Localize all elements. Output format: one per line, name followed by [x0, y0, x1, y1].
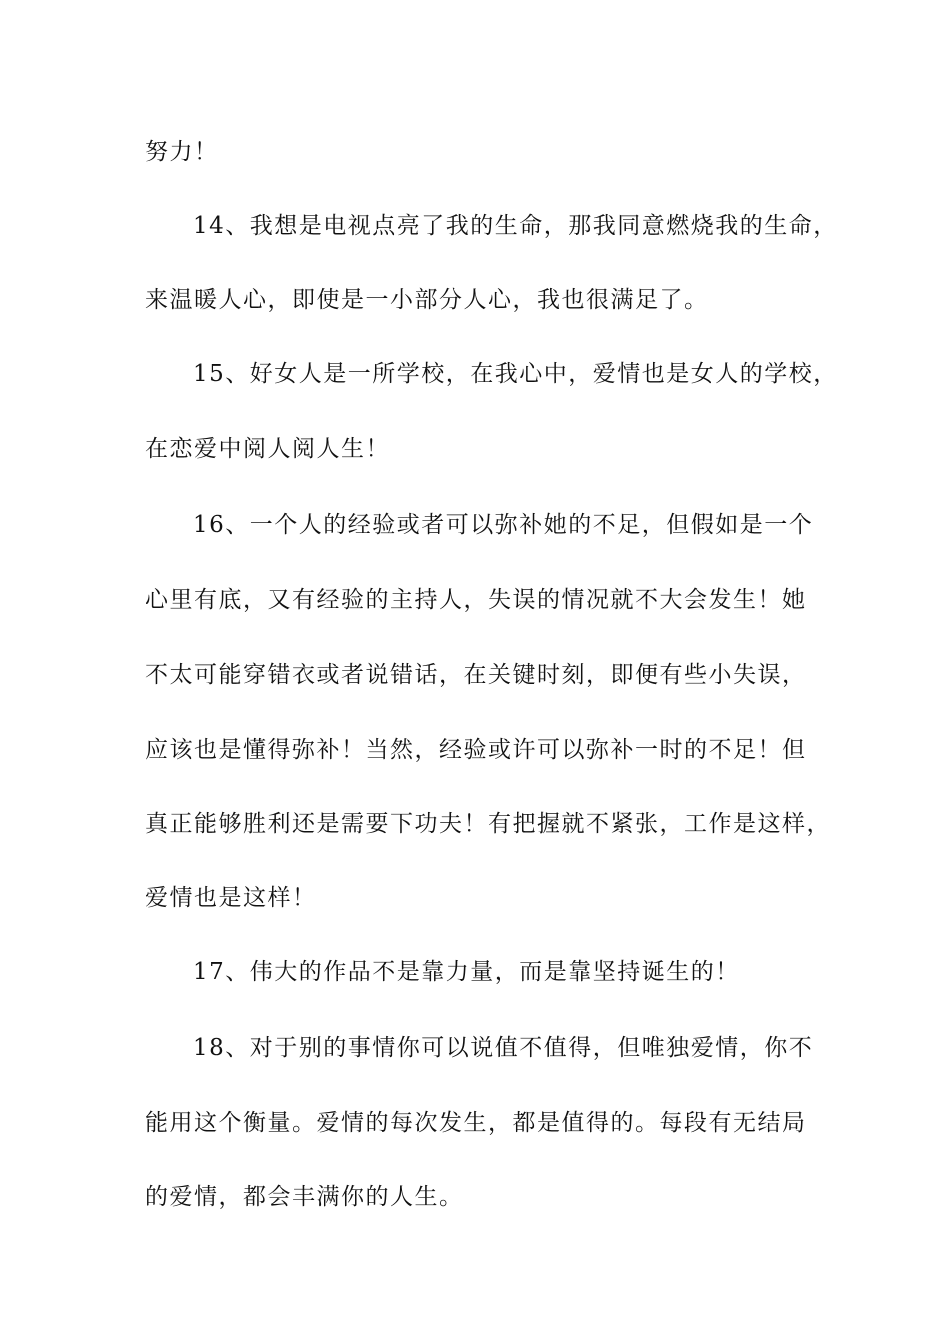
text-line: 16、一个人的经验或者可以弥补她的不足，但假如是一个 — [193, 512, 814, 538]
text-line: 不太可能穿错衣或者说错话，在关键时刻，即便有些小失误， — [145, 662, 807, 688]
text-line: 真正能够胜利还是需要下功夫！有把握就不紧张，工作是这样， — [145, 811, 831, 837]
text-line: 15、好女人是一所学校，在我心中，爱情也是女人的学校， — [193, 361, 838, 387]
text-line: 14、我想是电视点亮了我的生命，那我同意燃烧我的生命， — [193, 213, 838, 239]
text-line: 努力！ — [145, 139, 219, 165]
text-line: 在恋爱中阅人阅人生！ — [145, 436, 390, 462]
text-line: 来温暖人心，即使是一小部分人心，我也很满足了。 — [145, 287, 709, 313]
text-line: 能用这个衡量。爱情的每次发生，都是值得的。每段有无结局 — [145, 1110, 807, 1136]
text-line: 应该也是懂得弥补！当然，经验或许可以弥补一时的不足！但 — [145, 737, 807, 763]
text-line: 爱情也是这样！ — [145, 885, 317, 911]
text-line: 心里有底，又有经验的主持人，失误的情况就不大会发生！她 — [145, 587, 807, 613]
text-line: 17、伟大的作品不是靠力量，而是靠坚持诞生的！ — [193, 959, 740, 985]
text-line: 18、对于别的事情你可以说值不值得，但唯独爱情，你不 — [193, 1035, 814, 1061]
text-line: 的爱情，都会丰满你的人生。 — [145, 1184, 464, 1210]
